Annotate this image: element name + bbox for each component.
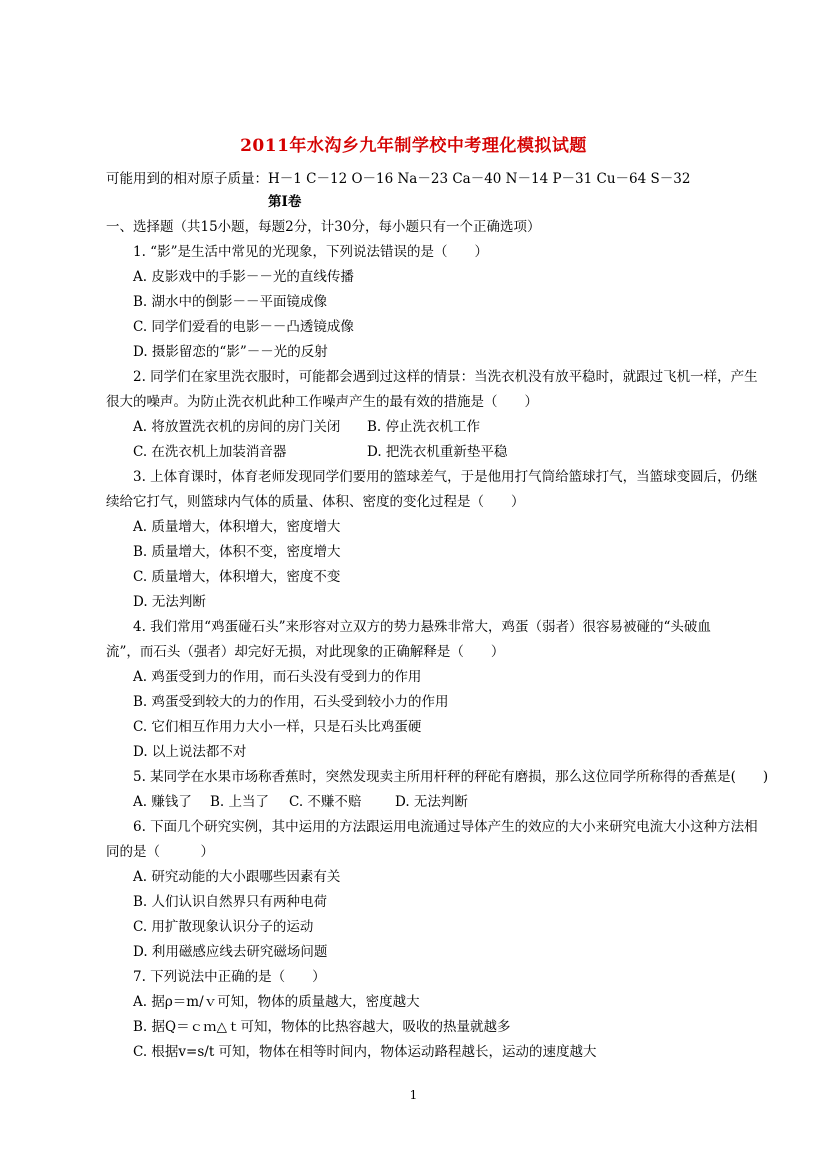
question-4-option-c: C. 它们相互作用力大小一样，只是石头比鸡蛋硬	[133, 719, 422, 735]
question-2-option-a: A. 将放置洗衣机的房间的房门关闭	[133, 419, 341, 435]
question-6-stem: 6. 下面几个研究实例，其中运用的方法跟运用电流通过导体产生的效应的大小来研究电流大小这种方法相	[133, 819, 758, 835]
question-6-option-a: A. 研究动能的大小跟哪些因素有关	[133, 869, 341, 885]
question-2-stem-cont: 很大的噪声。为防止洗衣机此种工作噪声产生的最有效的措施是（ ）	[106, 394, 538, 410]
page-number: 1	[409, 1088, 418, 1102]
question-4-option-b: B. 鸡蛋受到较大的力的作用，石头受到较小力的作用	[133, 694, 449, 710]
question-1-option-d: D. 摄影留恋的“影”－－光的反射	[133, 344, 328, 360]
volume-heading: 第Ⅰ卷	[268, 194, 302, 210]
question-3-option-d: D. 无法判断	[133, 594, 206, 610]
question-6-option-b: B. 人们认识自然界只有两种电荷	[133, 894, 328, 910]
question-1-option-c: C. 同学们爱看的电影－－凸透镜成像	[133, 319, 354, 335]
question-7-option-c: C. 根据v=s/t 可知，物体在相等时间内，物体运动路程越长，运动的速度越大	[133, 1044, 597, 1060]
question-7-stem: 7. 下列说法中正确的是（ ）	[133, 969, 326, 985]
question-3-option-b: B. 质量增大，体积不变，密度增大	[133, 544, 341, 560]
question-4-option-d: D. 以上说法都不对	[133, 744, 247, 760]
question-2-option-b: B. 停止洗衣机工作	[367, 419, 481, 435]
question-5-option-a: A. 赚钱了	[133, 794, 192, 810]
question-7-option-a: A. 据ρ＝m/ｖ可知，物体的质量越大，密度越大	[133, 994, 420, 1010]
exam-title: 2011年水沟乡九年制学校中考理化模拟试题	[240, 136, 587, 156]
question-3-stem: 3. 上体育课时，体育老师发现同学们要用的篮球差气，于是他用打气筒给篮球打气，当篮球变圆后，仍继	[133, 469, 758, 485]
question-6-stem-cont: 同的是（ ）	[106, 844, 214, 860]
question-3-stem-cont: 续给它打气，则篮球内气体的质量、体积、密度的变化过程是（ ）	[106, 494, 525, 510]
question-4-option-a: A. 鸡蛋受到力的作用，而石头没有受到力的作用	[133, 669, 422, 685]
question-5-option-b: B. 上当了	[210, 794, 270, 810]
question-1-stem: 1. “影”是生活中常见的光现象，下列说法错误的是（ ）	[133, 244, 488, 260]
question-2-option-c: C. 在洗衣机上加装消音器	[133, 444, 287, 460]
question-1-option-a: A. 皮影戏中的手影－－光的直线传播	[133, 269, 354, 285]
question-6-option-d: D. 利用磁感应线去研究磁场问题	[133, 944, 328, 960]
question-5-stem: 5. 某同学在水果市场称香蕉时，突然发现卖主所用杆秤的秤砣有磨损，那么这位同学所称得的香蕉是( )	[133, 769, 769, 785]
question-7-option-b: B. 据Q＝ｃｍ△ｔ可知，物体的比热容越大，吸收的热量就越多	[133, 1019, 511, 1035]
question-5-option-c: C. 不赚不赔	[289, 794, 362, 810]
question-6-option-c: C. 用扩散现象认识分子的运动	[133, 919, 314, 935]
atomic-masses: 可能用到的相对原子质量：H－1 C－12 O－16 Na－23 Ca－40 N－14 P－31 Cu－64 S－32	[106, 171, 691, 187]
question-4-stem-cont: 流”，而石头（强者）却完好无损，对此现象的正确解释是（ ）	[106, 644, 505, 660]
question-3-option-c: C. 质量增大，体积增大，密度不变	[133, 569, 341, 585]
question-2-stem: 2. 同学们在家里洗衣服时，可能都会遇到过这样的情景：当洗衣机没有放平稳时，就跟过飞机一样，产生	[133, 369, 758, 385]
question-3-option-a: A. 质量增大，体积增大，密度增大	[133, 519, 341, 535]
question-2-option-d: D. 把洗衣机重新垫平稳	[367, 444, 508, 460]
question-4-stem: 4. 我们常用“鸡蛋碰石头”来形容对立双方的势力悬殊非常大，鸡蛋（弱者）很容易被碰的“头破血	[133, 619, 711, 635]
question-5-option-d: D. 无法判断	[395, 794, 468, 810]
question-1-option-b: B. 湖水中的倒影－－平面镜成像	[133, 294, 328, 310]
section-heading: 一、选择题（共15小题，每题2分，计30分，每小题只有一个正确选项）	[106, 219, 541, 235]
